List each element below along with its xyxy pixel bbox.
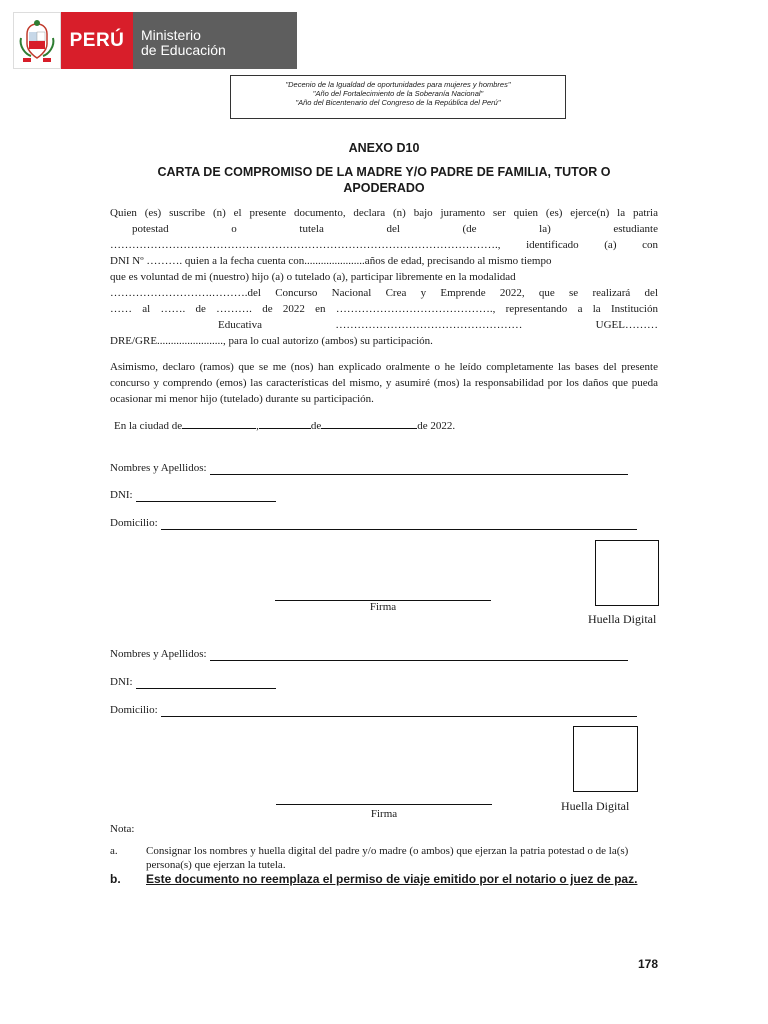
city-comma: , — [256, 420, 259, 432]
name-label: Nombres y Apellidos: — [110, 462, 207, 474]
page-number: 178 — [637, 957, 658, 971]
acknowledgement-paragraph: Asimismo, declaro (ramos) que se me (nos) han explicado oralmente o he leído completamente las bases del presente concurso y comprendo (emos) las características del mismo, y asumiré (mos) la responsabilidad por los daños que pueda ocasionar mi menor hijo (tutelado) durante su participación. — [110, 361, 658, 405]
city-date-line — [114, 418, 455, 432]
domicilio-label: Domicilio: — [110, 517, 158, 529]
paragraph-line: potestad o tutela del (de la) estudiante — [132, 223, 658, 235]
dni-label: DNI: — [110, 676, 133, 688]
fingerprint-caption: Huella Digital — [588, 612, 657, 626]
motto-line: "Año del Bicentenario del Congreso de la República del Perú" — [295, 98, 501, 107]
logo-ministry — [133, 12, 297, 69]
signer1-dni-field — [110, 488, 276, 502]
declaration-paragraph — [110, 205, 658, 349]
mottos-box — [230, 75, 566, 119]
motto-line: "Decenio de la Igualdad de oportunidades para mujeres y hombres" — [285, 80, 511, 89]
signer2-domicilio-field — [110, 703, 637, 717]
signer2-name-field — [110, 647, 628, 661]
note-text: Consignar los nombres y huella digital del padre y/o madre (o ambos) que ejerzan la patria potestad o de la(s) persona(s) que ejerzan la tutela. — [146, 845, 629, 871]
paragraph-line: Educativa …………………………………………… UGEL……… — [218, 319, 658, 331]
paragraph-line: …… al ……. de ………. de 2022 en ……………………………………., representando a la Institución — [110, 303, 658, 315]
signature-line[interactable] — [276, 804, 492, 805]
document-subtitle: CARTA DE COMPROMISO DE LA MADRE Y/O PADRE DE FAMILIA, TUTOR O APODERADO — [157, 165, 611, 195]
month-blank[interactable] — [321, 418, 417, 429]
paragraph-line: DRE/GRE........................, para lo cual autorizo (ambos) su participación. — [110, 335, 433, 347]
motto-line: "Año del Fortalecimiento de la Soberanía Nacional" — [312, 89, 484, 98]
signer2-dni-field — [110, 675, 276, 689]
dni-input-line[interactable] — [136, 490, 276, 502]
note-marker: b. — [110, 872, 121, 886]
city-de: de — [310, 420, 322, 432]
coat-of-arms-icon — [13, 12, 61, 69]
paragraph-line: DNI Nº ………. quien a la fecha cuenta con......................años de edad, precisando al mismo tiempo — [110, 255, 552, 267]
city-blank[interactable] — [182, 418, 256, 429]
logo-ministry-line2: de Educación — [141, 42, 226, 58]
signature-caption: Firma — [369, 601, 397, 613]
signer1-domicilio-field — [110, 516, 637, 530]
day-blank[interactable] — [259, 418, 311, 429]
ministry-logo — [13, 12, 297, 69]
name-input-line[interactable] — [210, 649, 628, 661]
domicilio-input-line[interactable] — [161, 705, 637, 717]
fingerprint-caption: Huella Digital — [561, 799, 630, 813]
paragraph-line: que es voluntad de mi (nuestro) hijo (a) o tutelado (a), participar libremente en la modalidad — [110, 271, 516, 283]
logo-ministry-line1: Ministerio — [141, 27, 201, 43]
paragraph-line: ……………………………………………………………………………………………., identificado (a) con — [110, 239, 658, 251]
signer1-name-field — [110, 461, 628, 475]
fingerprint-box[interactable] — [595, 540, 659, 606]
paragraph-line: Quien (es) suscribe (n) el presente documento, declara (n) bajo juramento ser quien (es) ejerce(n) la patria — [110, 207, 658, 219]
city-prefix: En la ciudad de — [114, 420, 183, 432]
paragraph-line: ……………………….……….del Concurso Nacional Crea y Emprende 2022, que se realizará del — [110, 287, 658, 299]
note-marker: a. — [110, 845, 118, 857]
notes-label: Nota: — [110, 823, 135, 835]
signature-caption: Firma — [370, 808, 398, 820]
annex-title: ANEXO D10 — [348, 141, 420, 155]
city-suffix: de 2022. — [417, 420, 456, 432]
dni-input-line[interactable] — [136, 677, 276, 689]
domicilio-label: Domicilio: — [110, 704, 158, 716]
note-text: Este documento no reemplaza el permiso de viaje emitido por el notario o juez de paz. — [146, 872, 638, 886]
note-item — [110, 844, 658, 872]
domicilio-input-line[interactable] — [161, 518, 637, 530]
note-item — [110, 872, 658, 886]
logo-country: PERÚ — [61, 12, 133, 69]
dni-label: DNI: — [110, 489, 133, 501]
name-input-line[interactable] — [210, 463, 628, 475]
name-label: Nombres y Apellidos: — [110, 648, 207, 660]
fingerprint-box[interactable] — [573, 726, 638, 792]
